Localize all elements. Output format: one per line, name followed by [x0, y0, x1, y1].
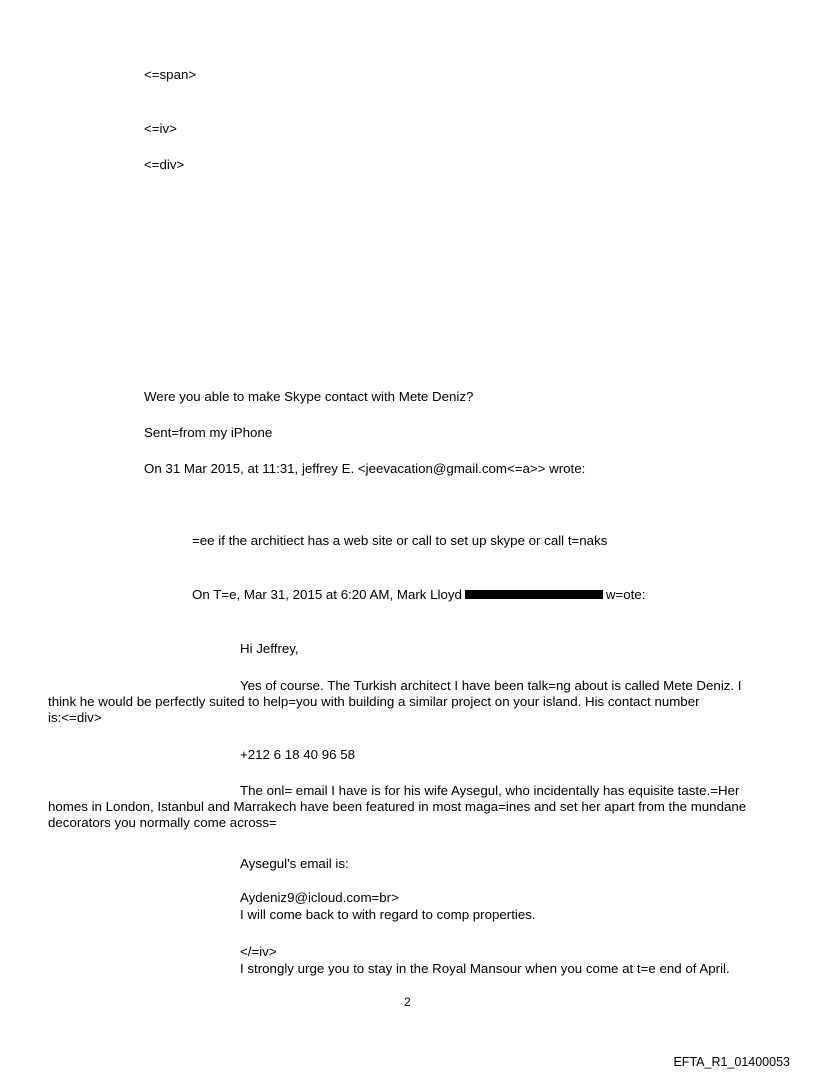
- quote-header-2-end: w=ote:: [605, 587, 646, 602]
- page-number: 2: [404, 995, 411, 1009]
- paragraph-2-line-1: The onl= email I have is for his wife Aysegul, who incidentally has equisite taste.=Her: [240, 783, 740, 798]
- quote-header-1: On 31 Mar 2015, at 11:31, jeffrey E. <jeevacation@gmail.com<=a>> wrote:: [144, 461, 586, 476]
- greeting: Hi Jeffrey,: [240, 641, 299, 656]
- close-iv-tag: </=iv>: [240, 944, 277, 959]
- email-address: Aydeniz9@icloud.com=br>: [240, 890, 399, 905]
- skype-question: Were you able to make Skype contact with Mete Deniz?: [144, 389, 474, 404]
- span-tag-line: <=span>: [144, 67, 197, 82]
- iv-tag-line: <=iv>: [144, 121, 177, 136]
- quote-header-2-start: On T=e, Mar 31, 2015 at 6:20 AM, Mark Lloyd: [192, 587, 462, 602]
- email-label: Aysegul's email is:: [240, 856, 349, 871]
- paragraph-1-line-1: Yes of course. The Turkish architect I have been talk=ng about is called Mete Deniz. I: [240, 678, 742, 693]
- reply-text: =ee if the architiect has a web site or call to set up skype or call t=naks: [192, 533, 608, 548]
- comp-properties-line: I will come back to with regard to comp properties.: [240, 907, 536, 922]
- paragraph-1-line-3: is:<=div>: [48, 710, 102, 725]
- royal-mansour-line: I strongly urge you to stay in the Royal Mansour when you come at t=e end of April.: [240, 961, 730, 976]
- sent-from-line: Sent=from my iPhone: [144, 425, 273, 440]
- div-tag-line: <=div>: [144, 157, 185, 172]
- phone-number: +212 6 18 40 96 58: [240, 747, 355, 762]
- paragraph-1-line-2: think he would be perfectly suited to help=you with building a similar project on your island. His contact number: [48, 694, 700, 709]
- redaction-bar: [465, 590, 603, 599]
- paragraph-2-line-3: decorators you normally come across=: [48, 815, 277, 830]
- document-id: EFTA_R1_01400053: [673, 1055, 790, 1069]
- paragraph-2-line-2: homes in London, Istanbul and Marrakech have been featured in most maga=ines and set her apart from the mundane: [48, 799, 747, 814]
- quote-header-2: [192, 587, 645, 603]
